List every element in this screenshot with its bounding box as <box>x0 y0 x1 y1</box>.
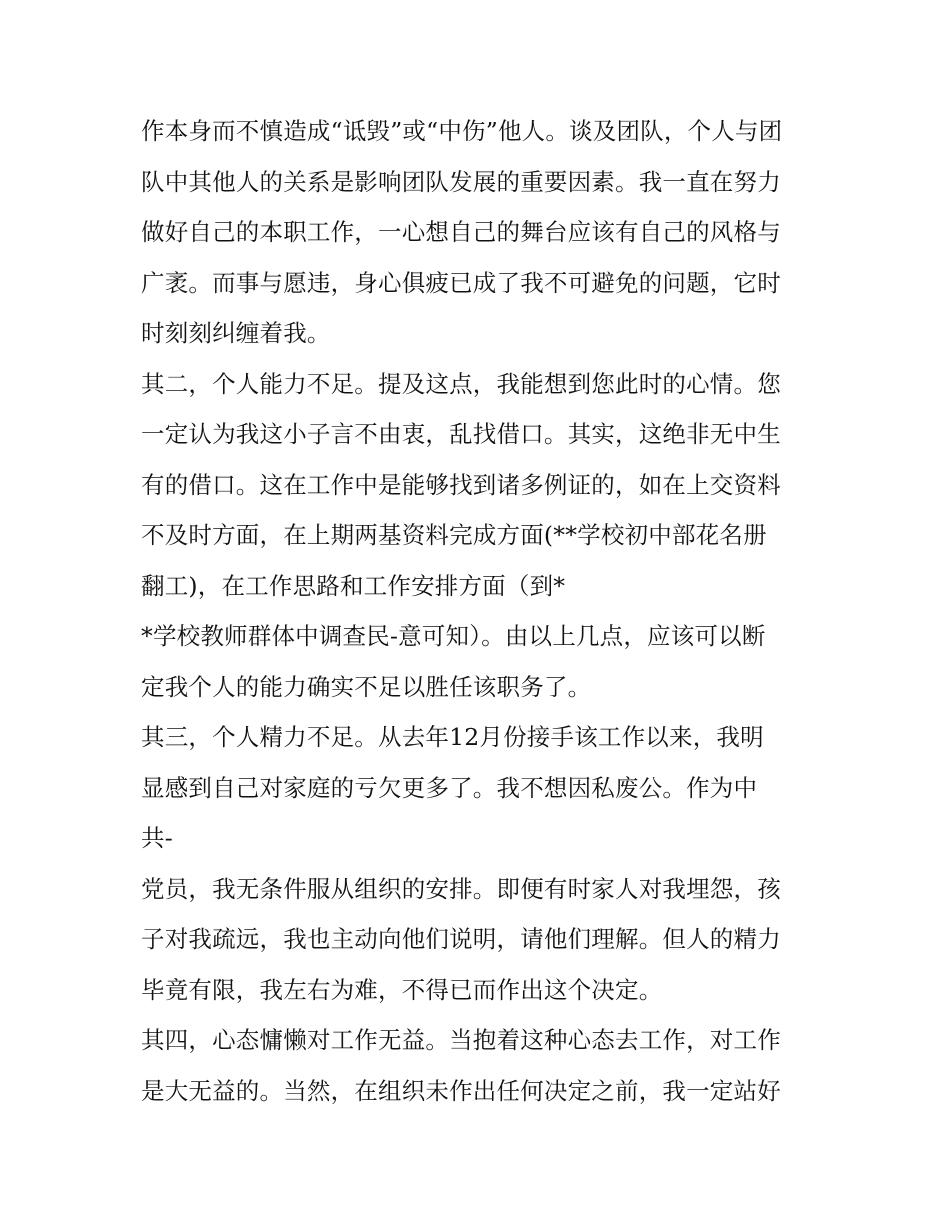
text-line: 子对我疏远，我也主动向他们说明，请他们理解。但人的精力 <box>141 925 781 953</box>
text-line: 时刻刻纠缠着我。 <box>141 319 331 347</box>
text-line: 广袤。而事与愿违，身心俱疲已成了我不可避免的问题，它时 <box>141 268 781 297</box>
text-line: 作本身而不慎造成“诋毁”或“中伤”他人。谈及团队，个人与团 <box>141 117 783 145</box>
text-line: 其二，个人能力不足。提及这点，我能想到您此时的心情。您 <box>141 369 781 398</box>
text-line: 党员，我无条件服从组织的安排。即便有时家人对我埋怨，孩 <box>141 874 781 903</box>
text-line: 毕竟有限，我左右为难，不得已而作出这个决定。 <box>141 975 663 1004</box>
text-line: 做好自己的本职工作，一心想自己的舞台应该有自己的风格与 <box>141 218 781 246</box>
text-line: 队中其他人的关系是影响团队发展的重要因素。我一直在努力 <box>141 167 781 196</box>
text-line: 其三，个人精力不足。从去年12月份接手该工作以来，我明 <box>141 723 764 751</box>
text-line: 显感到自己对家庭的亏欠更多了。我不想因私废公。作为中 <box>141 773 758 802</box>
document-body <box>141 106 821 1116</box>
text-line: 不及时方面，在上期两基资料完成方面(**学校初中部花名册 <box>141 521 767 549</box>
text-line: 其四，心态慵懒对工作无益。当抱着这种心态去工作，对工作 <box>141 1026 781 1054</box>
text-line: 定我个人的能力确实不足以胜任该职务了。 <box>141 672 592 701</box>
text-line: 一定认为我这小子言不由衷，乱找借口。其实，这绝非无中生 <box>141 420 781 448</box>
text-line: 有的借口。这在工作中是能够找到诸多例证的，如在上交资料 <box>141 470 781 499</box>
text-line: 共- <box>141 824 173 852</box>
text-line: 翻工)，在工作思路和工作安排方面（到* <box>141 571 566 600</box>
text-line: *学校教师群体中调查民-意可知）。由以上几点，应该可以断 <box>141 622 766 650</box>
text-line: 是大无益的。当然，在组织未作出任何决定之前，我一定站好 <box>141 1076 781 1105</box>
